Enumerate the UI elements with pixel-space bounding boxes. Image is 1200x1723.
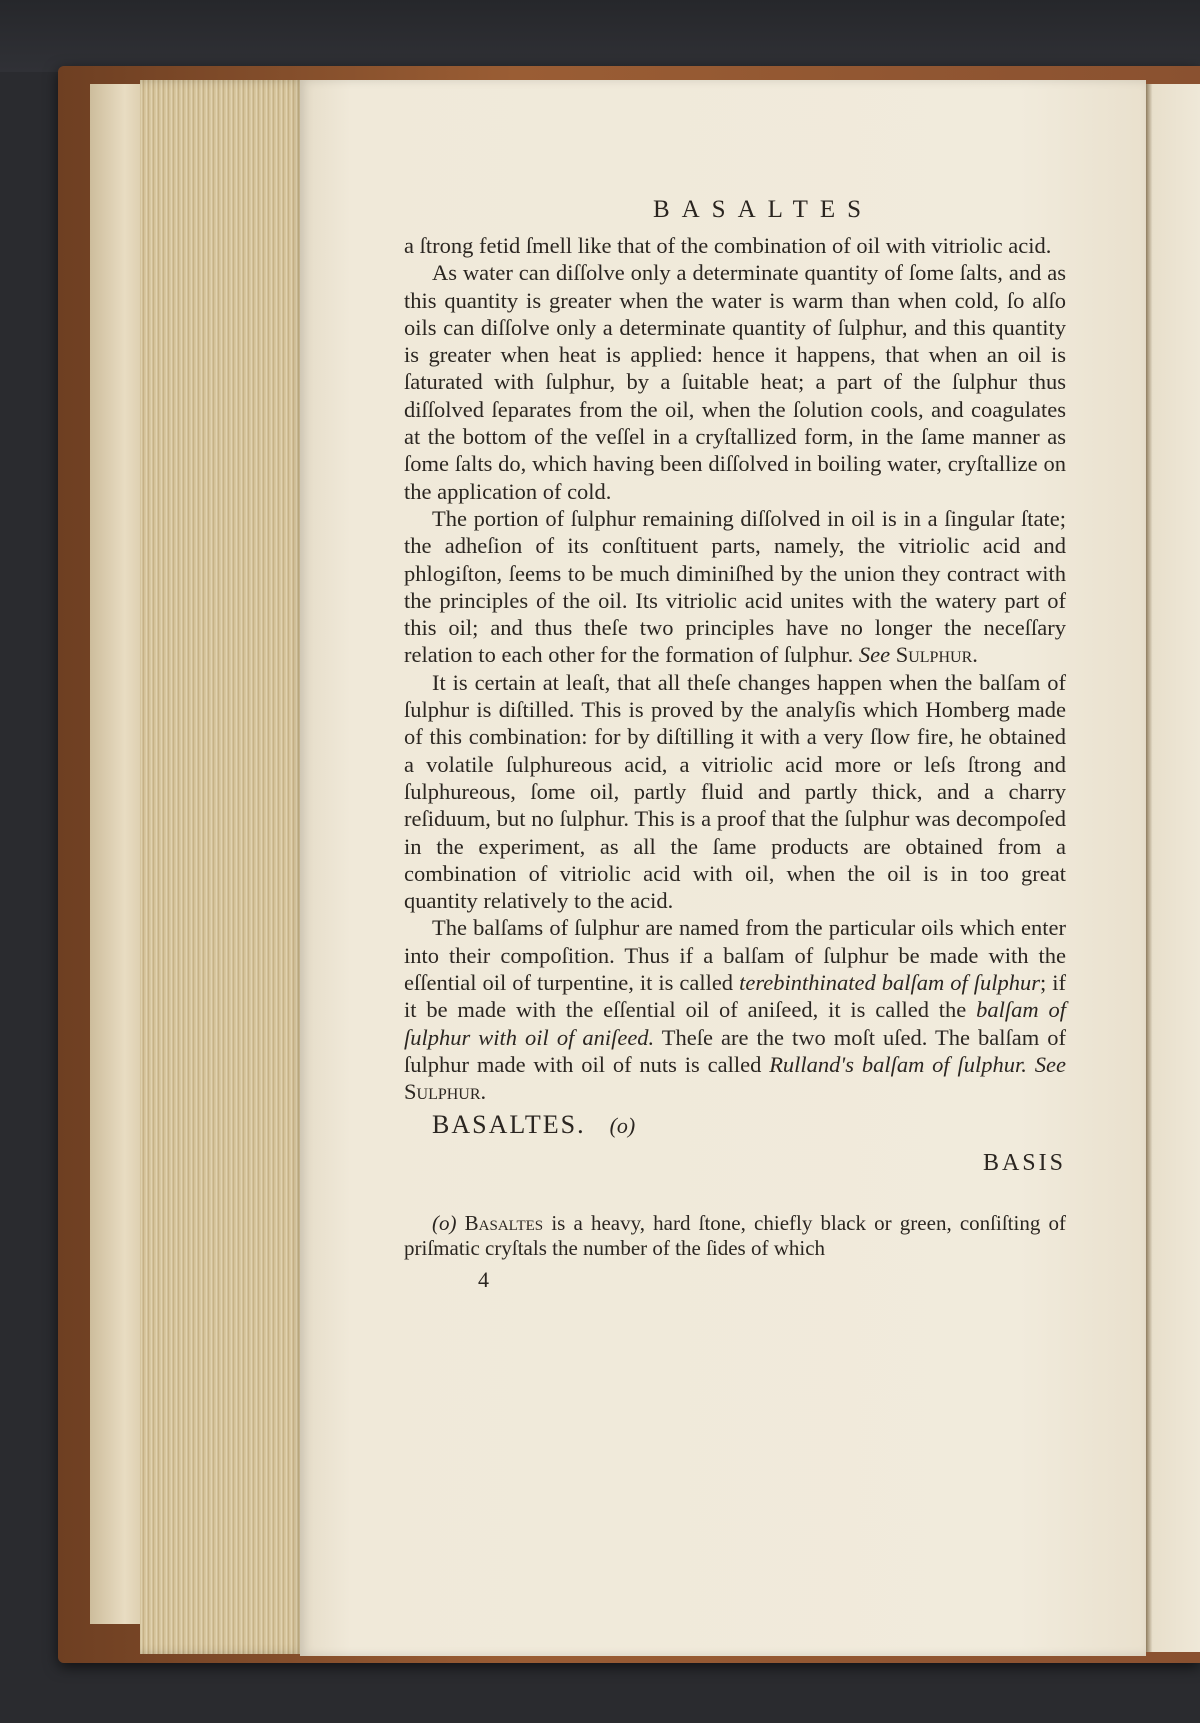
paragraph: It is certain at leaſt, that all theſe changes happen when the balſam of ſulphur is diſtilled. This is proved by the analyſis which Homberg made of this combination: for by diſtilling it with a very ſlow fire, he obtained a volatile ſulphureous acid, a vitriolic acid more or leſs ſtrong and ſulphureous, ſome oil, partly fluid and partly thick, and a charry reſiduum, but no ſulphur. This is a proof that the ſulphur was decompoſed in the experiment, as all the ſame products are obtained from a combination of vitriolic acid with oil, when the oil is in too great quantity relatively to the acid. xyxy=(404,669,1066,914)
facing-page-edge xyxy=(1146,84,1200,1652)
footnote-text: is a heavy, hard ſtone, chiefly black or green, conſiſting of priſmatic cryſtals the number of the ſides of which xyxy=(404,1210,1067,1260)
italic-term: Rulland's balſam of ſulphur. xyxy=(769,1051,1027,1077)
footnote xyxy=(404,1211,1066,1261)
entry-headword: BASALTES. xyxy=(432,1109,586,1139)
cross-reference: Sulphur. xyxy=(895,642,978,668)
see-reference: See xyxy=(1034,1051,1066,1077)
footnote-marker: (o) xyxy=(432,1210,457,1235)
page-content xyxy=(404,196,1066,1293)
paragraph xyxy=(404,914,1066,1105)
catchword: BASIS xyxy=(982,1149,1066,1176)
paragraph-text: The portion of ſulphur remaining diſſolved in oil is in a ſingular ſtate; the adheſion of its conſtituent parts, namely, the vitriolic acid and phlogiſton, ſeems to be much diminiſhed by the union they contract with the principles of the oil. Its vitriolic acid unites with the watery part of this oil; and thus theſe two principles have no longer the neceſſary relation to each other for the formation of ſulphur. xyxy=(404,505,1066,668)
footnote-reference: (o) xyxy=(609,1112,636,1138)
paragraph xyxy=(404,505,1066,669)
running-head: BASALTES xyxy=(652,196,874,223)
entry-heading xyxy=(404,1110,1066,1146)
backdrop xyxy=(0,0,1200,72)
see-reference: See xyxy=(858,642,891,668)
paragraph: a ſtrong fetid ſmell like that of the combination of oil with vitriolic acid. xyxy=(404,233,1052,258)
body-text xyxy=(404,232,1066,1106)
paragraph-text: Theſe are the two moſt uſed. The balſam of ſulphur made with oil of nuts is called xyxy=(404,1024,1066,1077)
signature-mark: 4 xyxy=(478,1266,489,1292)
paragraph-text: The balſams of ſulphur are named from the particular oils which enter into their compoſition. Thus if a balſam of ſulphur be made with the eſſential oil of turpentine, it is called xyxy=(404,915,1066,996)
footnote-headword: Basaltes xyxy=(464,1210,544,1235)
cross-reference: Sulphur. xyxy=(404,1079,487,1105)
paragraph: As water can diſſolve only a determinate quantity of ſome ſalts, and as this quantity is greater when the water is warm than when cold, ſo alſo oils can diſſolve only a determinate quantity of ſulphur, and this quantity is greater when heat is applied: hence it happens, that when an oil is ſaturated with ſulphur, by a ſuitable heat; a part of the ſulphur thus diſſolved ſeparates from the oil, when the ſolution cools, and coagulates at the bottom of the veſſel in a cryſtallized form, in the ſame manner as ſome ſalts do, which having been diſſolved in boiling water, cryſtallize on the application of cold. xyxy=(404,260,1066,504)
italic-term: balſam of ſulphur with oil of aniſeed. xyxy=(404,997,1066,1050)
paragraph-text: ; if it be made with the eſſential oil of aniſeed, it is called the xyxy=(404,970,1067,1023)
italic-term: terebinthinated balſam of ſulphur xyxy=(739,970,1040,996)
page-edges xyxy=(140,80,306,1654)
